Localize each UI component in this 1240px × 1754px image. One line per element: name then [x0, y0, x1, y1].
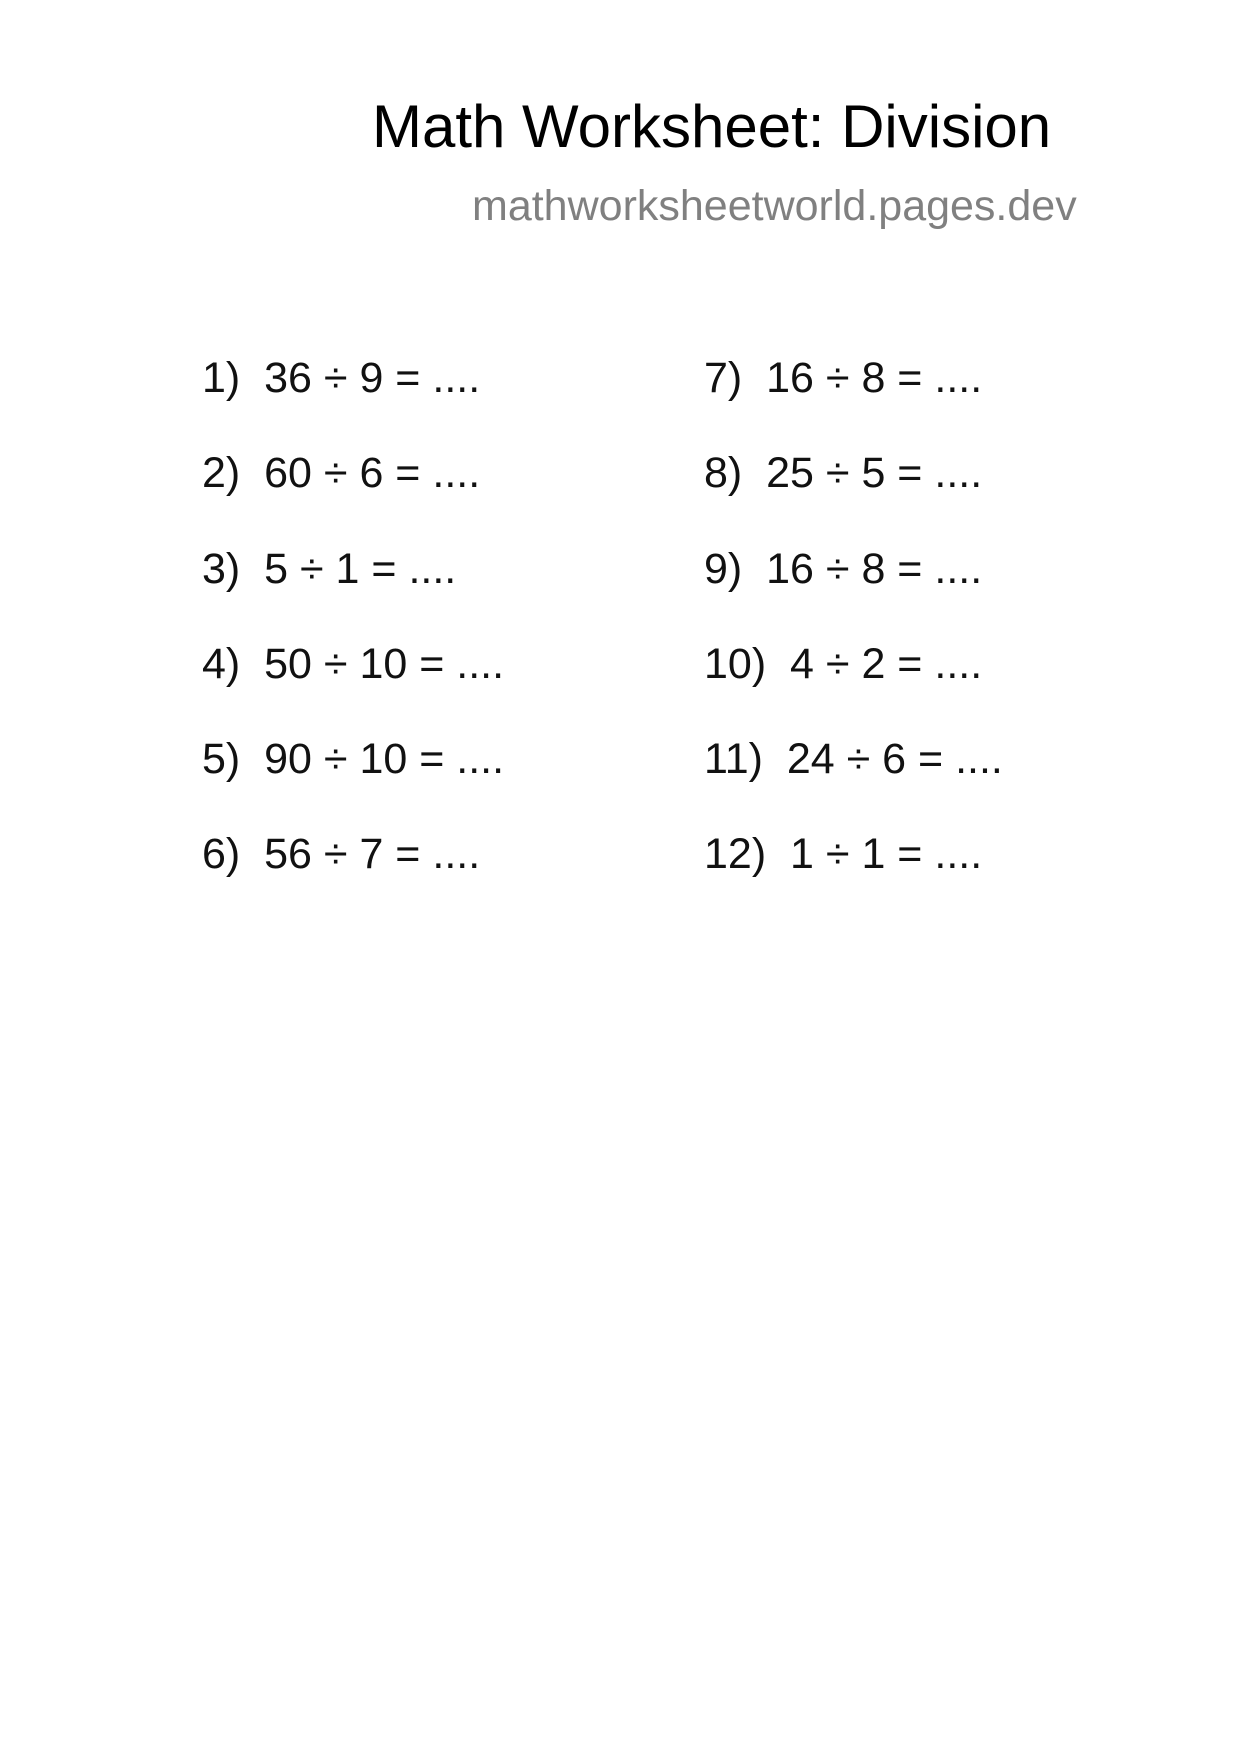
problem-4: 4) 50 ÷ 10 = .... [202, 640, 505, 688]
problem-10: 10) 4 ÷ 2 = .... [704, 640, 983, 688]
problem-12: 12) 1 ÷ 1 = .... [704, 830, 983, 878]
problem-1: 1) 36 ÷ 9 = .... [202, 354, 481, 402]
page-title: Math Worksheet: Division [372, 93, 1052, 160]
problem-3: 3) 5 ÷ 1 = .... [202, 545, 457, 593]
problem-11: 11) 24 ÷ 6 = .... [704, 735, 1003, 783]
problem-5: 5) 90 ÷ 10 = .... [202, 735, 505, 783]
problem-7: 7) 16 ÷ 8 = .... [704, 354, 983, 402]
problem-8: 8) 25 ÷ 5 = .... [704, 449, 983, 497]
problem-2: 2) 60 ÷ 6 = .... [202, 449, 481, 497]
problem-6: 6) 56 ÷ 7 = .... [202, 830, 481, 878]
website-url: mathworksheetworld.pages.dev [472, 182, 1077, 230]
problem-9: 9) 16 ÷ 8 = .... [704, 545, 983, 593]
